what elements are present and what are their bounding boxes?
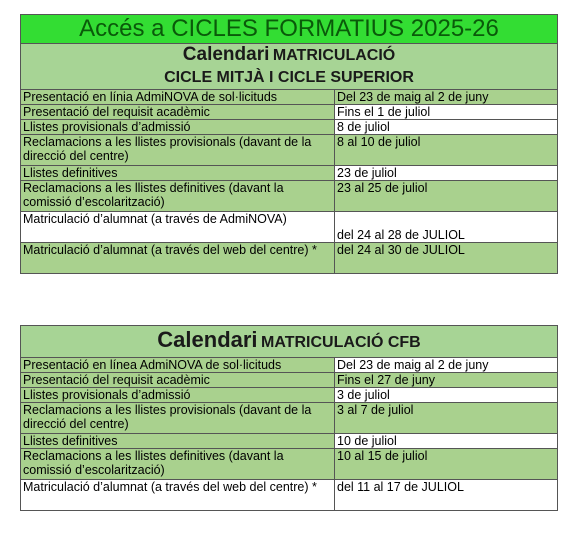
cfb-calendar-table <box>20 325 558 511</box>
table-row <box>21 480 558 511</box>
table-row <box>21 373 558 388</box>
row-label: Llistes provisionals d’admissió <box>21 388 335 403</box>
row-label: Matriculació d’alumnat (a través de AdmiNOVA) <box>21 212 335 243</box>
table-row <box>21 358 558 373</box>
row-label: Matriculació d’alumnat (a través del web del centre) * <box>21 243 335 274</box>
row-label: Presentació en línea AdmiNOVA de sol·licituds <box>21 358 335 373</box>
row-label: Reclamacions a les llistes provisionals (davant de la direcció del centre) <box>21 403 335 434</box>
row-value: 23 de juliol <box>335 166 558 181</box>
row-label: Presentació del requisit acadèmic <box>21 105 335 120</box>
table-row <box>21 212 558 243</box>
row-value: del 11 al 17 de JULIOL <box>335 480 558 511</box>
row-value: del 24 al 30 de JULIOL <box>335 243 558 274</box>
table-row <box>21 120 558 135</box>
row-value: 3 de juliol <box>335 388 558 403</box>
calendar-word: Calendari <box>157 327 258 352</box>
row-value: 3 al 7 de juliol <box>335 403 558 434</box>
matric-word: MATRICULACIÓ <box>272 47 396 64</box>
row-label: Matriculació d’alumnat (a través del web del centre) * <box>21 480 335 511</box>
row-value: 10 al 15 de juliol <box>335 449 558 480</box>
table-row <box>21 403 558 434</box>
section-subtitle: CICLE MITJÀ I CICLE SUPERIOR <box>164 69 414 86</box>
table-row <box>21 449 558 480</box>
row-label: Llistes definitives <box>21 434 335 449</box>
row-value: Fins el 27 de juny <box>335 373 558 388</box>
section-heading <box>21 326 558 358</box>
row-value: del 24 al 28 de JULIOL <box>335 212 558 243</box>
table-row <box>21 135 558 166</box>
row-label: Reclamacions a les llistes provisionals (davant de la direcció del centre) <box>21 135 335 166</box>
row-value: Fins el 1 de juliol <box>335 105 558 120</box>
row-label: Presentació en línia AdmiNOVA de sol·licituds <box>21 90 335 105</box>
row-label: Llistes definitives <box>21 166 335 181</box>
row-value: 23 al 25 de juliol <box>335 181 558 212</box>
table-row <box>21 166 558 181</box>
calendar-word: Calendari <box>182 44 270 65</box>
row-label: Presentació del requisit acadèmic <box>21 373 335 388</box>
matric-word: MATRICULACIÓ CFB <box>261 334 421 351</box>
table-row <box>21 105 558 120</box>
row-value: Del 23 de maig al 2 de juny <box>335 358 558 373</box>
table-row <box>21 90 558 105</box>
page-title: Accés a CICLES FORMATIUS 2025-26 <box>21 15 558 44</box>
row-label: Reclamacions a les llistes definitives (davant la comissió d’escolarització) <box>21 449 335 480</box>
ciclesformatius-calendar-table <box>20 14 558 274</box>
section-heading <box>21 44 558 90</box>
table-row <box>21 388 558 403</box>
table-row <box>21 243 558 274</box>
row-label: Llistes provisionals d’admissió <box>21 120 335 135</box>
row-label: Reclamacions a les llistes definitives (davant la comissió d’escolarització) <box>21 181 335 212</box>
table-row <box>21 181 558 212</box>
row-value: Del 23 de maig al 2 de juny <box>335 90 558 105</box>
table-row <box>21 434 558 449</box>
row-value: 8 de juliol <box>335 120 558 135</box>
row-value: 10 de juliol <box>335 434 558 449</box>
row-value: 8 al 10 de juliol <box>335 135 558 166</box>
